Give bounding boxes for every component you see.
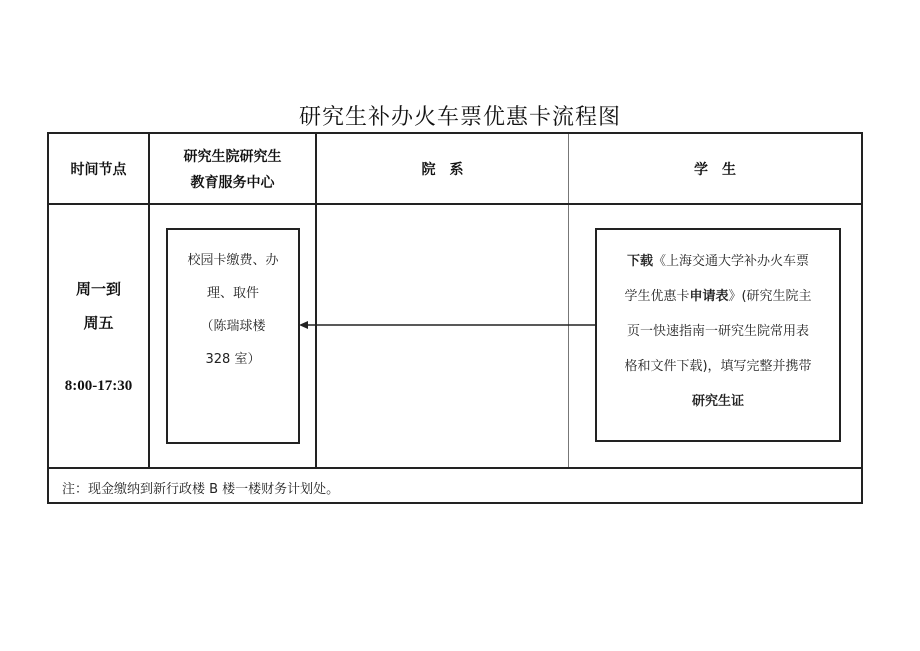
flowchart-table bbox=[47, 132, 863, 504]
time-hours: 8:00-17:30 bbox=[64, 378, 133, 394]
header-department: 院 系 bbox=[421, 162, 464, 178]
student-box-line3: 页一快速指南一研究生院常用表 bbox=[626, 324, 809, 339]
graduate-id-label: 研究生证 bbox=[691, 394, 744, 409]
column-divider-dept bbox=[568, 134, 569, 468]
student-box-text2b: 》(研究生院主 bbox=[728, 289, 812, 304]
center-box-line2: 理、取件 bbox=[206, 286, 259, 301]
header-graduate-center bbox=[150, 144, 315, 196]
header-time: 时间节点 bbox=[70, 162, 127, 178]
header-row-divider bbox=[49, 203, 861, 205]
time-node bbox=[49, 272, 148, 340]
time-day-line2: 周五 bbox=[83, 314, 114, 332]
time-day-line1: 周一到 bbox=[75, 280, 121, 298]
flow-arrow-head bbox=[299, 321, 308, 329]
center-process-box bbox=[166, 228, 300, 444]
application-form-label: 申请表 bbox=[689, 289, 729, 304]
header-student: 学 生 bbox=[694, 162, 736, 178]
center-box-line3: （陈瑞球楼 bbox=[200, 319, 266, 334]
center-box-line1: 校园卡缴费、办 bbox=[187, 253, 279, 268]
note-row-divider bbox=[49, 467, 861, 469]
page-title: 研究生补办火车票优惠卡流程图 bbox=[298, 105, 621, 130]
student-box-line4: 格和文件下载)，填写完整并携带 bbox=[624, 359, 812, 374]
header-center-line2: 教育服务中心 bbox=[190, 175, 275, 191]
header-center-line1: 研究生院研究生 bbox=[183, 149, 282, 165]
student-process-box bbox=[595, 228, 841, 442]
student-box-text1: 《上海交通大学补办火车票 bbox=[653, 254, 810, 269]
student-box-text2a: 学生优惠卡 bbox=[624, 289, 690, 304]
student-box-line2 bbox=[603, 279, 833, 314]
column-divider-center bbox=[315, 134, 317, 468]
center-box-line4: 328 室） bbox=[205, 352, 261, 367]
download-label: 下载 bbox=[626, 254, 653, 269]
student-box-line1 bbox=[603, 244, 833, 279]
footnote: 注：现金缴纳到新行政楼 B 楼一楼财务计划处。 bbox=[62, 482, 340, 497]
flow-arrow bbox=[299, 317, 596, 333]
